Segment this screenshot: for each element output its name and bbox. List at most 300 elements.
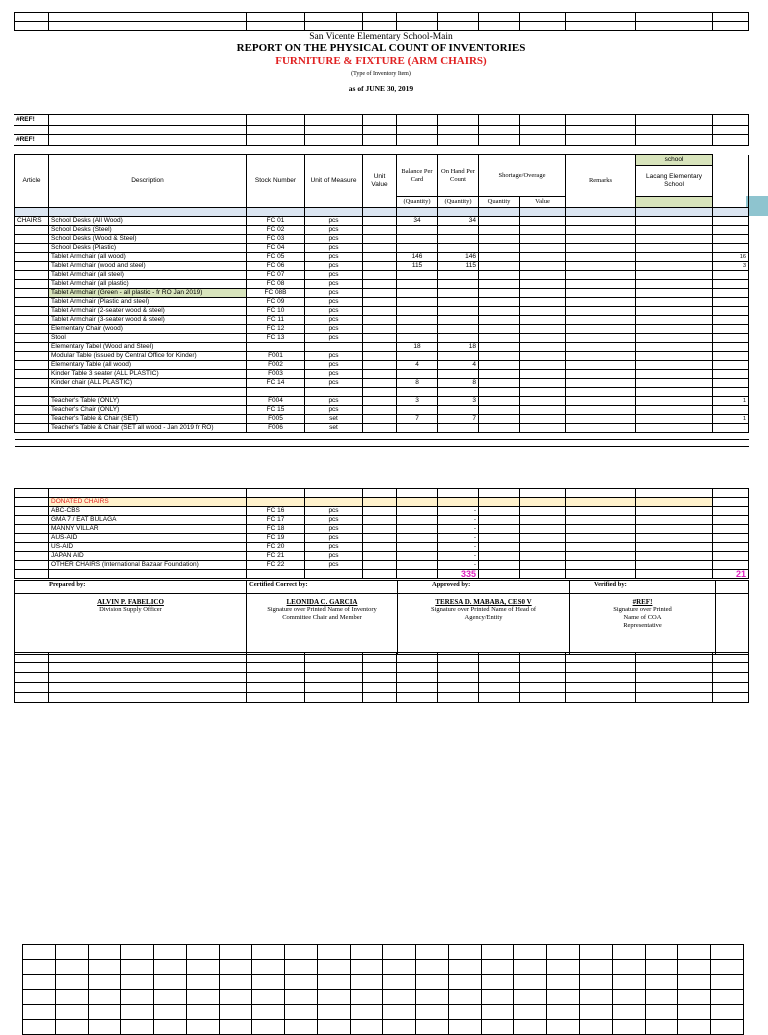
description-cell: Tablet Armchair (3-seater wood & steel) xyxy=(49,316,247,325)
table-row xyxy=(15,334,749,343)
stock-number-cell: FC 08B xyxy=(247,289,305,298)
on-hand-cell: 3 xyxy=(438,397,479,406)
extra-cell xyxy=(713,289,749,298)
so-quantity-cell xyxy=(479,289,520,298)
signature-table xyxy=(14,580,749,655)
donated-row xyxy=(15,516,749,525)
school-cell xyxy=(636,406,713,415)
extra-cell xyxy=(713,316,749,325)
school-name-header: Lacang Elementary School xyxy=(636,166,713,197)
extra-cell xyxy=(713,298,749,307)
so-value-cell xyxy=(520,334,566,343)
unit-cell xyxy=(305,343,363,352)
donated-onhand-cell: - xyxy=(438,516,479,525)
donated-unit-cell: pcs xyxy=(305,552,363,561)
so-value-cell xyxy=(520,397,566,406)
unit-value-cell xyxy=(363,262,397,271)
so-quantity-cell xyxy=(479,271,520,280)
remarks-cell xyxy=(566,406,636,415)
balance-cell xyxy=(397,334,438,343)
unit-cell: pcs xyxy=(305,226,363,235)
so-value-cell xyxy=(520,217,566,226)
school-cell xyxy=(636,361,713,370)
so-quantity-cell xyxy=(479,307,520,316)
description-cell: Tablet Armchair (all wood) xyxy=(49,253,247,262)
so-value-cell xyxy=(520,226,566,235)
article-cell xyxy=(15,262,49,271)
unit-cell: pcs xyxy=(305,316,363,325)
col-unit-value: Unit Value xyxy=(363,155,397,208)
unit-value-cell xyxy=(363,406,397,415)
school-cell xyxy=(636,226,713,235)
stock-number-cell xyxy=(247,388,305,397)
remarks-cell xyxy=(566,397,636,406)
report-table xyxy=(14,12,749,31)
donated-onhand-cell: - xyxy=(438,552,479,561)
remarks-cell xyxy=(566,289,636,298)
extra-cell xyxy=(713,361,749,370)
donated-stock-cell: FC 22 xyxy=(247,561,305,570)
inventory-table xyxy=(14,154,749,447)
on-hand-cell xyxy=(438,370,479,379)
on-hand-cell xyxy=(438,424,479,433)
unit-value-cell xyxy=(363,415,397,424)
type-caption: (Type of Inventory Item) xyxy=(351,71,411,77)
col-quantity-2: (Quantity) xyxy=(438,197,479,208)
donated-row xyxy=(15,561,749,570)
unit-cell: pcs xyxy=(305,298,363,307)
unit-value-cell xyxy=(363,280,397,289)
extra-cell: 3 xyxy=(713,262,749,271)
description-cell: Tablet Armchair (all plastic) xyxy=(49,280,247,289)
unit-cell: pcs xyxy=(305,334,363,343)
ref-rows xyxy=(14,114,749,146)
unit-value-cell xyxy=(363,334,397,343)
donated-stock-cell: FC 19 xyxy=(247,534,305,543)
stock-number-cell: FC 12 xyxy=(247,325,305,334)
on-hand-cell: 146 xyxy=(438,253,479,262)
extra-cell xyxy=(713,370,749,379)
col-so-value: Value xyxy=(520,197,566,208)
school-cell xyxy=(636,217,713,226)
total-extra: 21 xyxy=(713,570,749,579)
description-cell: School Desks (Plastic) xyxy=(49,244,247,253)
balance-cell: 115 xyxy=(397,262,438,271)
school-cell xyxy=(636,424,713,433)
table-row xyxy=(15,307,749,316)
extra-cell xyxy=(713,271,749,280)
extra-cell xyxy=(713,334,749,343)
school-cell xyxy=(636,289,713,298)
unit-value-cell xyxy=(363,424,397,433)
table-row xyxy=(15,379,749,388)
ref-cell-1: #REF! xyxy=(14,115,48,126)
table-row xyxy=(15,370,749,379)
unit-value-cell xyxy=(363,289,397,298)
on-hand-cell xyxy=(438,280,479,289)
so-value-cell xyxy=(520,424,566,433)
unit-cell: pcs xyxy=(305,361,363,370)
so-value-cell xyxy=(520,415,566,424)
description-cell: Elementary Chair (wood) xyxy=(49,325,247,334)
description-cell: Teacher's Chair (ONLY) xyxy=(49,406,247,415)
empty-footer-grid xyxy=(14,652,749,703)
so-value-cell xyxy=(520,388,566,397)
table-row xyxy=(15,271,749,280)
so-quantity-cell xyxy=(479,361,520,370)
description-cell: Elementary Tabel (Wood and Steel) xyxy=(49,343,247,352)
unit-cell: pcs xyxy=(305,289,363,298)
article-cell xyxy=(15,379,49,388)
approved-name: TERESA D. MABABA, CES0 V xyxy=(435,598,532,606)
on-hand-cell xyxy=(438,316,479,325)
unit-cell: pcs xyxy=(305,370,363,379)
stock-number-cell: FC 06 xyxy=(247,262,305,271)
so-quantity-cell xyxy=(479,262,520,271)
donated-unit-cell: pcs xyxy=(305,516,363,525)
article-cell xyxy=(15,406,49,415)
table-row xyxy=(15,406,749,415)
description-cell: Tablet Armchair (Green - all plastic - fr RO Jan 2019) xyxy=(49,289,247,298)
report-title: REPORT ON THE PHYSICAL COUNT OF INVENTORIES xyxy=(236,42,526,54)
stock-number-cell xyxy=(247,343,305,352)
remarks-cell xyxy=(566,334,636,343)
unit-cell: pcs xyxy=(305,262,363,271)
stock-number-cell: FC 08 xyxy=(247,280,305,289)
description-cell: School Desks (Wood & Steel) xyxy=(49,235,247,244)
extra-cell xyxy=(713,226,749,235)
table-row xyxy=(15,280,749,289)
balance-cell: 8 xyxy=(397,379,438,388)
so-value-cell xyxy=(520,361,566,370)
title-block xyxy=(14,32,748,94)
col-unit-measure: Unit of Measure xyxy=(305,155,363,208)
article-cell xyxy=(15,307,49,316)
table-row xyxy=(15,244,749,253)
unit-value-cell xyxy=(363,352,397,361)
balance-cell xyxy=(397,298,438,307)
stock-number-cell: FC 07 xyxy=(247,271,305,280)
donated-onhand-cell: - xyxy=(438,507,479,516)
table-row xyxy=(15,352,749,361)
on-hand-cell xyxy=(438,334,479,343)
donated-desc-cell: MANNY VILLAR xyxy=(49,525,247,534)
unit-cell xyxy=(305,388,363,397)
stock-number-cell: FC 05 xyxy=(247,253,305,262)
description-cell: Teacher's Table (ONLY) xyxy=(49,397,247,406)
balance-cell xyxy=(397,388,438,397)
extra-cell xyxy=(713,388,749,397)
on-hand-cell xyxy=(438,289,479,298)
article-cell xyxy=(15,298,49,307)
donated-desc-cell: US-AID xyxy=(49,543,247,552)
unit-cell: set xyxy=(305,424,363,433)
extra-cell xyxy=(713,424,749,433)
so-value-cell xyxy=(520,370,566,379)
so-quantity-cell xyxy=(479,217,520,226)
stock-number-cell: FC 03 xyxy=(247,235,305,244)
unit-value-cell xyxy=(363,253,397,262)
school-cell xyxy=(636,325,713,334)
on-hand-cell xyxy=(438,307,479,316)
remarks-cell xyxy=(566,271,636,280)
verified-name: #REF! xyxy=(632,598,653,606)
on-hand-cell xyxy=(438,388,479,397)
article-cell xyxy=(15,244,49,253)
article-cell xyxy=(15,280,49,289)
unit-value-cell xyxy=(363,217,397,226)
remarks-cell xyxy=(566,307,636,316)
balance-cell: 34 xyxy=(397,217,438,226)
unit-value-cell xyxy=(363,244,397,253)
extra-cell xyxy=(713,343,749,352)
school-cell xyxy=(636,334,713,343)
extra-cell: 16 xyxy=(713,253,749,262)
col-quantity-1: (Quantity) xyxy=(397,197,438,208)
balance-cell xyxy=(397,424,438,433)
unit-cell: pcs xyxy=(305,397,363,406)
so-value-cell xyxy=(520,307,566,316)
article-cell xyxy=(15,424,49,433)
balance-cell: 146 xyxy=(397,253,438,262)
extra-cell xyxy=(713,406,749,415)
description-cell: Tablet Armchair (wood and steel) xyxy=(49,262,247,271)
balance-cell xyxy=(397,226,438,235)
stock-number-cell: FC 14 xyxy=(247,379,305,388)
balance-cell: 3 xyxy=(397,397,438,406)
unit-cell: pcs xyxy=(305,352,363,361)
so-quantity-cell xyxy=(479,298,520,307)
balance-cell xyxy=(397,235,438,244)
table-row xyxy=(15,262,749,271)
verified-role: Signature over Printed Name of COA Representative xyxy=(613,606,672,629)
article-cell xyxy=(15,334,49,343)
so-value-cell xyxy=(520,379,566,388)
donated-onhand-cell: - xyxy=(438,525,479,534)
extra-cell xyxy=(713,235,749,244)
donated-onhand-cell: - xyxy=(438,534,479,543)
article-cell xyxy=(15,316,49,325)
balance-cell xyxy=(397,352,438,361)
school-cell xyxy=(636,307,713,316)
school-cell xyxy=(636,262,713,271)
remarks-cell xyxy=(566,244,636,253)
table-row xyxy=(15,235,749,244)
school-cell xyxy=(636,379,713,388)
certified-name: LEONIDA C. GARCIA xyxy=(286,598,358,606)
on-hand-cell xyxy=(438,244,479,253)
remarks-cell xyxy=(566,235,636,244)
on-hand-cell xyxy=(438,406,479,415)
extra-cell xyxy=(713,325,749,334)
remarks-cell xyxy=(566,325,636,334)
remarks-cell xyxy=(566,262,636,271)
donated-unit-cell: pcs xyxy=(305,561,363,570)
balance-cell xyxy=(397,244,438,253)
donated-unit-cell: pcs xyxy=(305,543,363,552)
extra-cell xyxy=(713,244,749,253)
description-cell: Elementary Table (all wood) xyxy=(49,361,247,370)
on-hand-cell xyxy=(438,271,479,280)
donated-stock-cell: FC 21 xyxy=(247,552,305,561)
donated-desc-cell: GMA 7 / EAT BULAGA xyxy=(49,516,247,525)
col-shortage-overage: Shortage/Overage xyxy=(479,155,566,197)
donated-stock-cell: FC 17 xyxy=(247,516,305,525)
unit-value-cell xyxy=(363,316,397,325)
article-cell xyxy=(15,352,49,361)
unit-cell: pcs xyxy=(305,217,363,226)
extra-cell xyxy=(713,217,749,226)
approved-label: Approved by: xyxy=(398,581,570,594)
ref-cell-2: #REF! xyxy=(14,135,48,146)
selection-tab xyxy=(746,196,768,216)
unit-cell: pcs xyxy=(305,307,363,316)
so-quantity-cell xyxy=(479,343,520,352)
unit-cell: pcs xyxy=(305,379,363,388)
school-cell xyxy=(636,316,713,325)
donated-row xyxy=(15,552,749,561)
remarks-cell xyxy=(566,298,636,307)
remarks-cell xyxy=(566,253,636,262)
col-balance-per-card: Balance Per Card xyxy=(397,155,438,197)
description-cell xyxy=(49,388,247,397)
balance-cell xyxy=(397,370,438,379)
school-cell xyxy=(636,388,713,397)
description-cell: Modular Table (issued by Central Office for Kinder) xyxy=(49,352,247,361)
extra-cell: 1 xyxy=(713,415,749,424)
unit-cell: pcs xyxy=(305,271,363,280)
donated-desc-cell: OTHER CHAIRS (International Bazaar Foundation) xyxy=(49,561,247,570)
unit-cell: pcs xyxy=(305,244,363,253)
extra-cell xyxy=(713,352,749,361)
extra-cell xyxy=(713,280,749,289)
article-cell xyxy=(15,415,49,424)
balance-cell xyxy=(397,289,438,298)
unit-cell: pcs xyxy=(305,325,363,334)
article-cell xyxy=(15,235,49,244)
table-row xyxy=(15,253,749,262)
unit-value-cell xyxy=(363,388,397,397)
stock-number-cell: FC 10 xyxy=(247,307,305,316)
remarks-cell xyxy=(566,280,636,289)
unit-value-cell xyxy=(363,298,397,307)
article-cell: CHAIRS xyxy=(15,217,49,226)
balance-cell xyxy=(397,406,438,415)
on-hand-cell xyxy=(438,235,479,244)
so-quantity-cell xyxy=(479,370,520,379)
balance-cell xyxy=(397,316,438,325)
unit-value-cell xyxy=(363,271,397,280)
on-hand-cell xyxy=(438,325,479,334)
article-cell xyxy=(15,289,49,298)
unit-value-cell xyxy=(363,397,397,406)
table-row xyxy=(15,289,749,298)
prepared-label: Prepared by: xyxy=(15,581,247,594)
unit-value-cell xyxy=(363,325,397,334)
remarks-cell xyxy=(566,415,636,424)
table-row xyxy=(15,226,749,235)
balance-cell: 7 xyxy=(397,415,438,424)
on-hand-cell: 4 xyxy=(438,361,479,370)
on-hand-cell xyxy=(438,352,479,361)
unit-cell: set xyxy=(305,415,363,424)
col-description: Description xyxy=(49,155,247,208)
col-remarks: Remarks xyxy=(566,155,636,208)
donated-table xyxy=(14,488,749,579)
so-value-cell xyxy=(520,352,566,361)
article-cell xyxy=(15,370,49,379)
so-value-cell xyxy=(520,244,566,253)
unit-cell: pcs xyxy=(305,253,363,262)
prepared-name: ALVIN P. FABELICO xyxy=(97,598,164,606)
on-hand-cell: 115 xyxy=(438,262,479,271)
description-cell: Tablet Armchair (2-seater wood & steel) xyxy=(49,307,247,316)
unit-cell: pcs xyxy=(305,235,363,244)
so-value-cell xyxy=(520,253,566,262)
article-cell xyxy=(15,325,49,334)
donated-stock-cell: FC 20 xyxy=(247,543,305,552)
remarks-cell xyxy=(566,226,636,235)
so-quantity-cell xyxy=(479,334,520,343)
school-cell xyxy=(636,280,713,289)
col-so-quantity: Quantity xyxy=(479,197,520,208)
school-cell xyxy=(636,235,713,244)
so-value-cell xyxy=(520,271,566,280)
description-cell: School Desks (All Wood) xyxy=(49,217,247,226)
donated-unit-cell: pcs xyxy=(305,507,363,516)
col-stock-number: Stock Number xyxy=(247,155,305,208)
article-cell xyxy=(15,388,49,397)
certified-label: Certified Correct by: xyxy=(247,581,398,594)
balance-cell xyxy=(397,325,438,334)
table-row xyxy=(15,298,749,307)
extra-cell: 1 xyxy=(713,397,749,406)
remarks-cell xyxy=(566,343,636,352)
unit-value-cell xyxy=(363,235,397,244)
stock-number-cell: FC 13 xyxy=(247,334,305,343)
stock-number-cell: FC 02 xyxy=(247,226,305,235)
so-quantity-cell xyxy=(479,280,520,289)
so-quantity-cell xyxy=(479,226,520,235)
stock-number-cell: FC 01 xyxy=(247,217,305,226)
bottom-empty-grid xyxy=(22,944,744,1035)
table-row xyxy=(15,343,749,352)
table-row xyxy=(15,388,749,397)
table-row xyxy=(15,415,749,424)
unit-value-cell xyxy=(363,379,397,388)
remarks-cell xyxy=(566,379,636,388)
stock-number-cell: F004 xyxy=(247,397,305,406)
so-value-cell xyxy=(520,235,566,244)
so-value-cell xyxy=(520,298,566,307)
so-value-cell xyxy=(520,262,566,271)
article-cell xyxy=(15,271,49,280)
on-hand-cell xyxy=(438,226,479,235)
description-cell: Kinder chair (ALL PLASTIC) xyxy=(49,379,247,388)
so-value-cell xyxy=(520,316,566,325)
unit-value-cell xyxy=(363,370,397,379)
donated-heading: DONATED CHAIRS xyxy=(49,498,247,507)
table-row xyxy=(15,424,749,433)
so-quantity-cell xyxy=(479,415,520,424)
description-cell: Teacher's Table & Chair (SET) xyxy=(49,415,247,424)
so-quantity-cell xyxy=(479,379,520,388)
as-of-date: as of JUNE 30, 2019 xyxy=(348,84,414,93)
school-cell xyxy=(636,343,713,352)
so-quantity-cell xyxy=(479,406,520,415)
unit-cell: pcs xyxy=(305,406,363,415)
on-hand-cell: 18 xyxy=(438,343,479,352)
